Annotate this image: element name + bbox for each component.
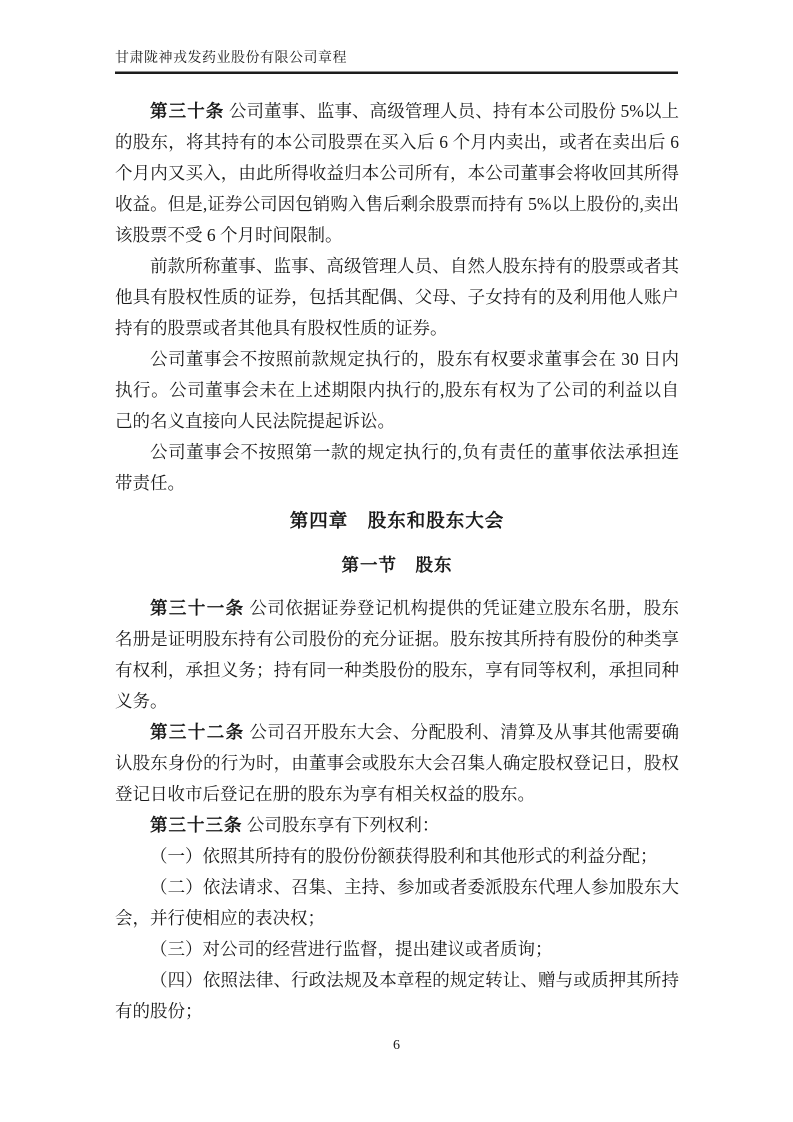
header-rule [115,71,678,74]
section-heading: 第一节 股东 [341,555,453,575]
body-paragraph: 公司董事会不按照前款规定执行的，股东有权要求董事会在 30 日内执行。公司董事会未在上述期限内执行的,股东有权为了公司的利益以自己的名义直接向人民法院提起诉讼。 [115,349,679,431]
list-item-paragraph: （三）对公司的经营进行监督，提出建议或者质询； [150,939,553,959]
body-paragraph: 公司董事会不按照第一款的规定执行的,负有责任的董事依法承担连带责任。 [115,442,679,493]
document-body [115,96,679,1027]
page-header [115,50,678,74]
list-item-paragraph: （二）依法请求、召集、主持、参加或者委派股东代理人参加股东大会，并行使相应的表决权； [115,877,679,928]
article-paragraph: 第三十三条 公司股东享有下列权利： [150,815,440,835]
article-number: 第三十条 [150,101,225,121]
article-number: 第三十二条 [150,722,245,742]
article-paragraph: 第三十一条 公司依据证券登记机构提供的凭证建立股东名册，股东名册是证明股东持有公司股份的充分证据。股东按其所持有股份的种类享有权利，承担义务；持有同一种类股份的股东，享有同等权利，承担同种义务。 [115,598,680,711]
page-footer [0,1036,793,1054]
list-item-paragraph: （四）依照法律、行政法规及本章程的规定转让、赠与或质押其所持有的股份； [115,970,679,1021]
chapter-heading: 第四章 股东和股东大会 [289,512,505,532]
article-paragraph: 第三十条 公司董事、监事、高级管理人员、持有本公司股份 5%以上的股东，将其持有的本公司股票在买入后 6 个月内卖出，或者在卖出后 6 个月内又买入，由此所得收益归本公司所有，本公司董事会将收回其所得收益。但是,证券公司因包销购入售后剩余股票而持有 5%以上股份的,卖出该股票不受 6 个月时间限制。 [115,101,679,245]
list-item-paragraph: （一）依照其所持有的股份份额获得股利和其他形式的利益分配； [150,846,658,866]
page-number: 6 [393,1038,400,1053]
body-paragraph: 前款所称董事、监事、高级管理人员、自然人股东持有的股票或者其他具有股权性质的证券，包括其配偶、父母、子女持有的及利用他人账户持有的股票或者其他具有股权性质的证券。 [115,256,679,338]
article-number: 第三十一条 [150,598,245,618]
article-paragraph: 第三十二条 公司召开股东大会、分配股利、清算及从事其他需要确认股东身份的行为时，由董事会或股东大会召集人确定股权登记日，股权登记日收市后登记在册的股东为享有相关权益的股东。 [115,722,680,804]
article-number: 第三十三条 [150,815,243,835]
header-title: 甘肃陇神戎发药业股份有限公司章程 [115,51,347,66]
